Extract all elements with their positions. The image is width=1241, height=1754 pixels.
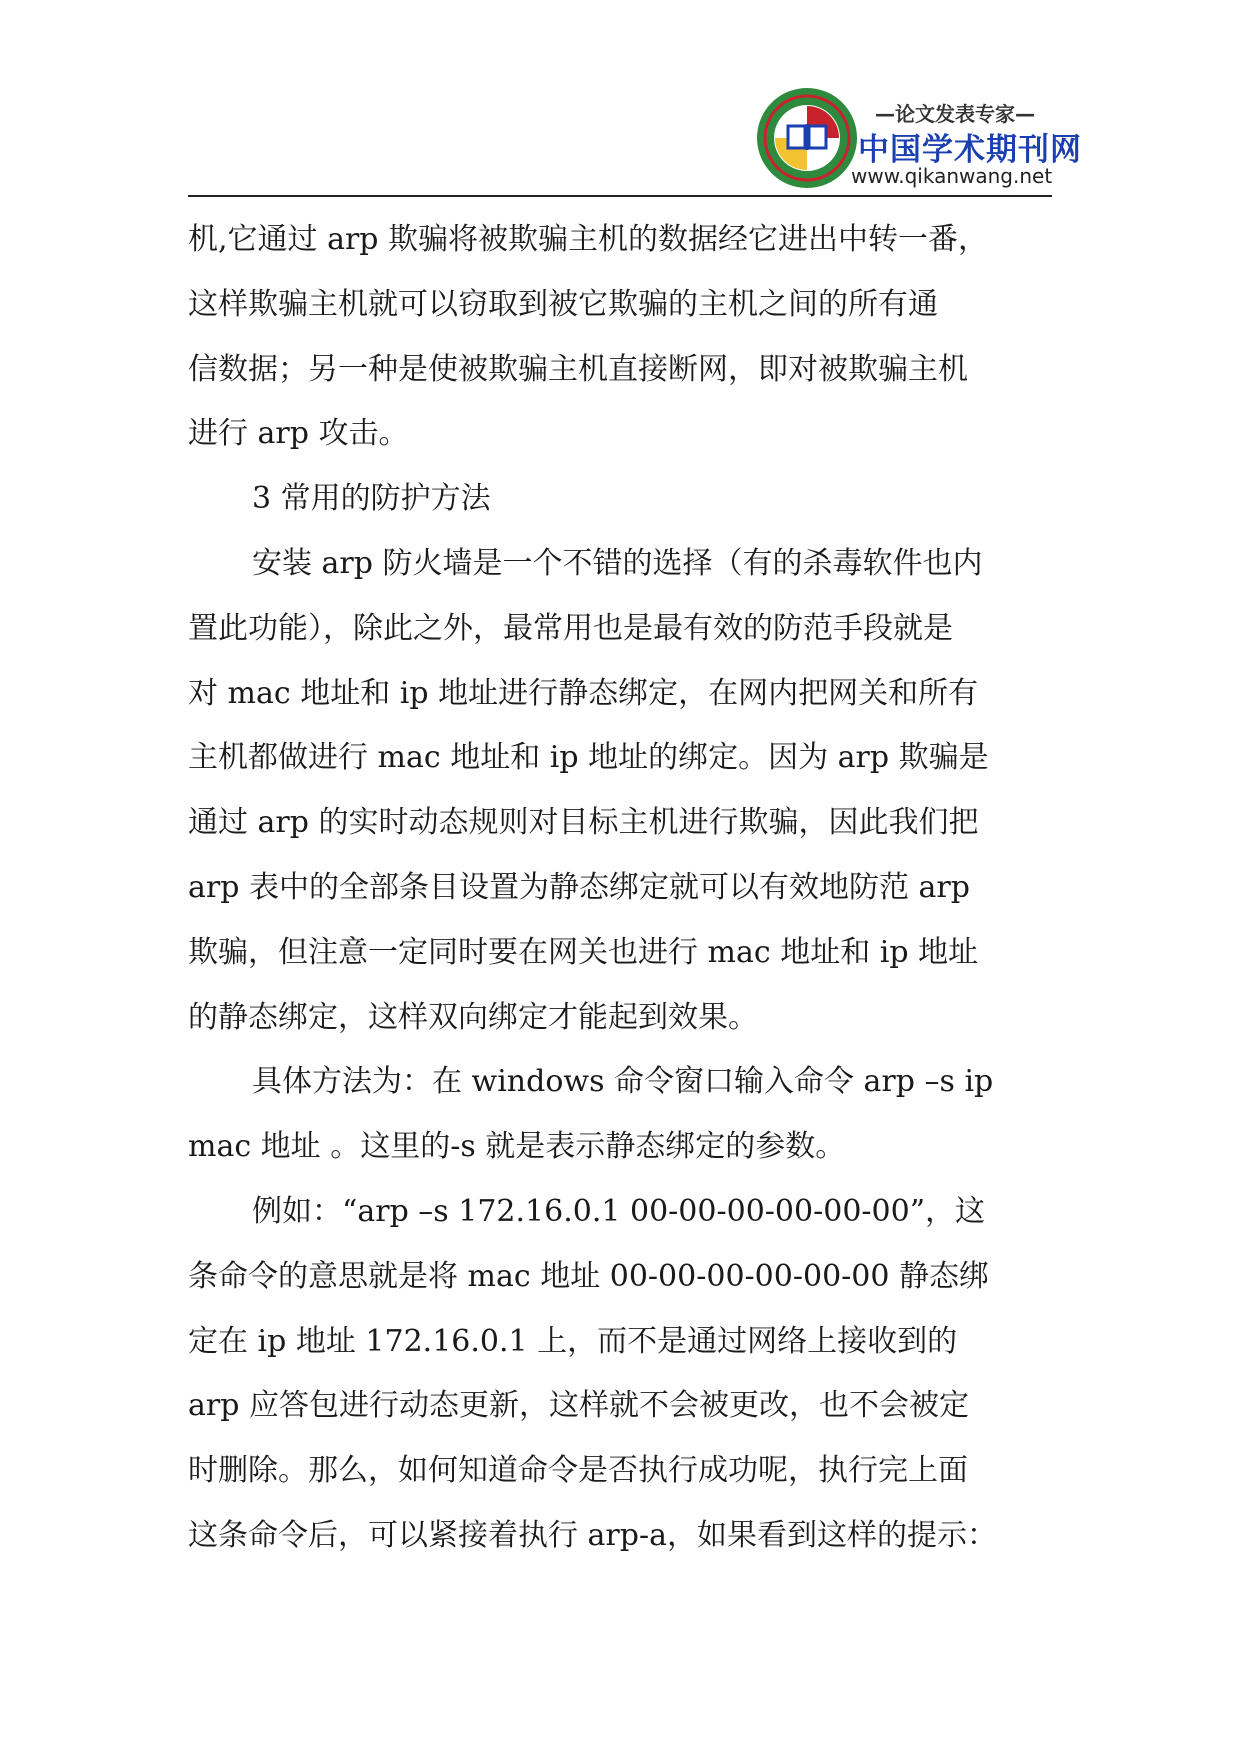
text-line: 这条命令后，可以紧接着执行 arp-a，如果看到这样的提示： bbox=[188, 1517, 997, 1553]
document-body bbox=[188, 208, 1068, 1569]
text-line: 通过 arp 的实时动态规则对目标主机进行欺骗，因此我们把 bbox=[188, 805, 979, 841]
section-heading: 3 常用的防护方法 bbox=[252, 481, 491, 517]
text-line: 对 mac 地址和 ip 地址进行静态绑定，在网内把网关和所有 bbox=[188, 675, 979, 711]
text-line: 主机都做进行 mac 地址和 ip 地址的绑定。因为 arp 欺骗是 bbox=[188, 740, 989, 776]
text-line: 例如：“arp –s 172.16.0.1 00-00-00-00-00-00”，这 bbox=[252, 1193, 986, 1229]
text-line: 的静态绑定，这样双向绑定才能起到效果。 bbox=[188, 999, 758, 1035]
text-line: 定在 ip 地址 172.16.0.1 上，而不是通过网络上接收到的 bbox=[188, 1323, 958, 1359]
website-link[interactable]: www.qikanwang.net bbox=[851, 164, 1053, 188]
text-line: mac 地址 。这里的-s 就是表示静态绑定的参数。 bbox=[188, 1129, 846, 1165]
text-line: 这样欺骗主机就可以窃取到被它欺骗的主机之间的所有通 bbox=[188, 286, 938, 322]
text-line: 机,它通过 arp 欺骗将被欺骗主机的数据经它进出中转一番， bbox=[188, 222, 989, 257]
text-line: 置此功能），除此之外，最常用也是最有效的防范手段就是 bbox=[188, 610, 953, 646]
text-line: 进行 arp 攻击。 bbox=[188, 416, 409, 452]
text-line: 时删除。那么，如何知道命令是否执行成功呢，执行完上面 bbox=[188, 1453, 968, 1489]
text-line: 条命令的意思就是将 mac 地址 00-00-00-00-00-00 静态绑 bbox=[188, 1258, 990, 1294]
text-line: arp 应答包进行动态更新，这样就不会被更改，也不会被定 bbox=[188, 1388, 969, 1424]
text-line: 欺骗，但注意一定同时要在网关也进行 mac 地址和 ip 地址 bbox=[188, 934, 979, 970]
text-line: arp 表中的全部条目设置为静态绑定就可以有效地防范 arp bbox=[188, 869, 970, 905]
header-divider bbox=[188, 195, 1052, 197]
page-header bbox=[0, 0, 1241, 200]
brand-title: 中国学术期刊网 bbox=[858, 132, 1082, 168]
text-line: 信数据；另一种是使被欺骗主机直接断网，即对被欺骗主机 bbox=[188, 351, 968, 387]
journal-seal-logo bbox=[755, 86, 859, 190]
slogan: —论文发表专家— bbox=[875, 102, 1035, 126]
text-line: 具体方法为：在 windows 命令窗口输入命令 arp –s ip bbox=[252, 1064, 994, 1100]
text-line: 安装 arp 防火墙是一个不错的选择（有的杀毒软件也内 bbox=[252, 545, 983, 581]
